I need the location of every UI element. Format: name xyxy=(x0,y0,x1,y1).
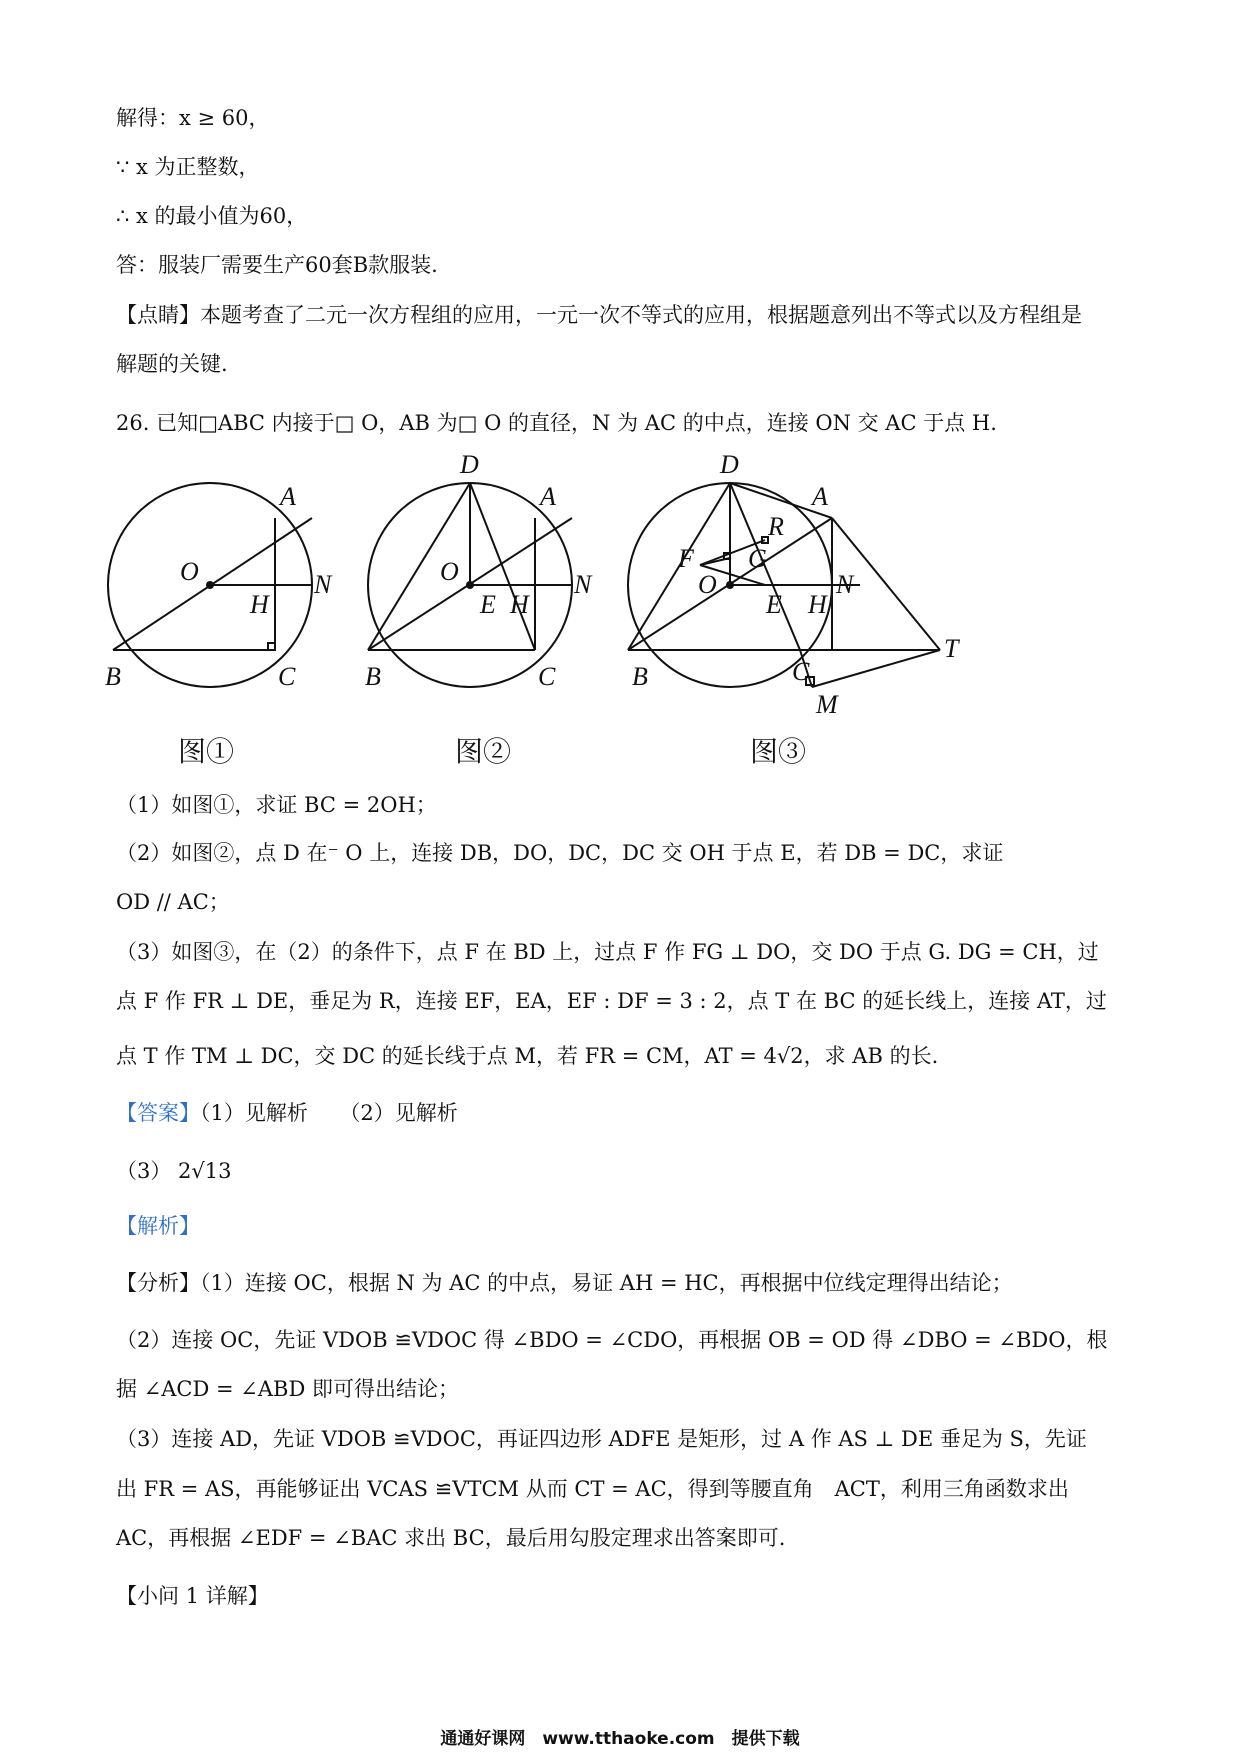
question-3-cont1: 点 F 作 FR ⊥ DE，垂足为 R，连接 EF，EA，EF : DF = 3 : 2，点 T 在 BC 的延长线上，连接 AT，过 xyxy=(116,989,1107,1013)
analysis-line-5: 出 FR = AS，再能够证出 VCAS ≌VTCM 从而 CT = AC，得到等腰直角 ACT，利用三角函数求出 xyxy=(116,1477,1069,1501)
page-footer: 通通好课网 www.tthaoke.com 提供下载 xyxy=(440,1729,800,1749)
center-point-fig1 xyxy=(206,581,214,589)
text-line-5: 【点睛】本题考查了二元一次方程组的应用，一元一次不等式的应用，根据题意列出不等式以及方程组是 xyxy=(116,303,1082,327)
right-angle-mark-g-fig3 xyxy=(724,553,730,559)
label-n-fig3: N xyxy=(836,570,854,599)
label-b-fig2: B xyxy=(365,662,381,691)
caption-fig1: 图① xyxy=(178,735,235,768)
label-e-fig3: E xyxy=(766,590,782,619)
label-t-fig3: T xyxy=(944,634,959,663)
segment-tm-fig3 xyxy=(812,650,940,687)
label-o-fig2: O xyxy=(440,557,459,586)
label-m-fig3: M xyxy=(816,690,838,719)
question-3: （3）如图③，在（2）的条件下，点 F 在 BD 上，过点 F 作 FG ⊥ DO，交 DO 于点 G. DG = CH，过 xyxy=(116,940,1099,964)
answer-line xyxy=(116,1098,458,1128)
center-point-fig3 xyxy=(726,581,734,589)
label-b-fig1: B xyxy=(105,662,121,691)
analysis-tag: 【解析】 xyxy=(116,1214,200,1238)
analysis-line-2: （2）连接 OC，先证 VDOB ≌VDOC 得 ∠BDO = ∠CDO，再根据 OB = OD 得 ∠DBO = ∠BDO，根 xyxy=(116,1328,1108,1352)
label-d-fig2: D xyxy=(460,455,479,479)
label-h-fig2: H xyxy=(510,590,529,619)
right-angle-mark-fig1 xyxy=(268,643,275,650)
label-h-fig1: H xyxy=(250,590,269,619)
caption-fig3: 图③ xyxy=(750,735,807,768)
label-n-fig2: N xyxy=(574,570,592,599)
answer-tag: 【答案】 xyxy=(116,1101,200,1125)
label-n-fig1: N xyxy=(314,570,332,599)
label-r-fig3: R xyxy=(768,512,784,541)
geometry-figures xyxy=(100,455,1000,785)
text-line-2: ∵ x 为正整数， xyxy=(116,155,260,179)
label-a-fig2: A xyxy=(540,482,556,511)
center-point-fig2 xyxy=(466,581,474,589)
label-g-fig3: G xyxy=(748,544,767,573)
label-o-fig3: O xyxy=(698,570,717,599)
analysis-line-6: AC，再根据 ∠EDF = ∠BAC 求出 BC，最后用勾股定理求出答案即可. xyxy=(116,1526,786,1550)
text-line-1: 解得：x ≥ 60， xyxy=(116,106,270,130)
question-3-cont2: 点 T 作 TM ⊥ DC，交 DC 的延长线于点 M，若 FR = CM，AT = 4√2，求 AB 的长. xyxy=(116,1044,939,1068)
label-e-fig2: E xyxy=(480,590,496,619)
answer-part3: （3） 2√13 xyxy=(116,1159,232,1183)
segment-dc-fig2 xyxy=(470,483,535,650)
text-line-3: ∴ x 的最小值为60， xyxy=(116,204,308,228)
question-2-cont: OD // AC； xyxy=(116,890,230,914)
analysis-line-3: 据 ∠ACD = ∠ABD 即可得出结论； xyxy=(116,1377,459,1401)
label-a-fig1: A xyxy=(280,482,296,511)
figure-3 xyxy=(628,483,940,687)
label-d-fig3: D xyxy=(720,455,739,479)
question-2: （2）如图②，点 D 在⁻ O 上，连接 DB，DO，DC，DC 交 OH 于点 E，若 DB = DC，求证 xyxy=(116,841,1004,865)
label-b-fig3: B xyxy=(632,662,648,691)
analysis-line-7: 【小问 1 详解】 xyxy=(116,1584,269,1608)
analysis-line-1: 【分析】（1）连接 OC，根据 N 为 AC 的中点，易证 AH = HC，再根据中位线定理得出结论； xyxy=(116,1271,1013,1295)
label-h-fig3: H xyxy=(808,590,827,619)
label-o-fig1: O xyxy=(180,557,199,586)
question-1: （1）如图①，求证 BC = 2OH； xyxy=(116,793,437,817)
analysis-line-4: （3）连接 AD，先证 VDOB ≌VDOC，再证四边形 ADFE 是矩形，过 A 作 AS ⊥ DE 垂足为 S，先证 xyxy=(116,1427,1087,1451)
label-c-fig1: C xyxy=(278,662,296,691)
text-line-6: 解题的关键. xyxy=(116,352,228,376)
label-c-fig2: C xyxy=(538,662,556,691)
text-line-4: 答：服装厂需要生产60套B款服装. xyxy=(116,253,438,277)
answer-part12: （1）见解析 （2）见解析 xyxy=(200,1101,458,1125)
label-c-fig3: C xyxy=(792,657,810,686)
caption-fig2: 图② xyxy=(455,735,512,768)
label-a-fig3: A xyxy=(812,482,828,511)
problem-26-stem: 26. 已知□ABC 内接于□ O，AB 为□ O 的直径，N 为 AC 的中点，连接 ON 交 AC 于点 H. xyxy=(116,411,997,435)
label-f-fig3: F xyxy=(678,544,694,573)
